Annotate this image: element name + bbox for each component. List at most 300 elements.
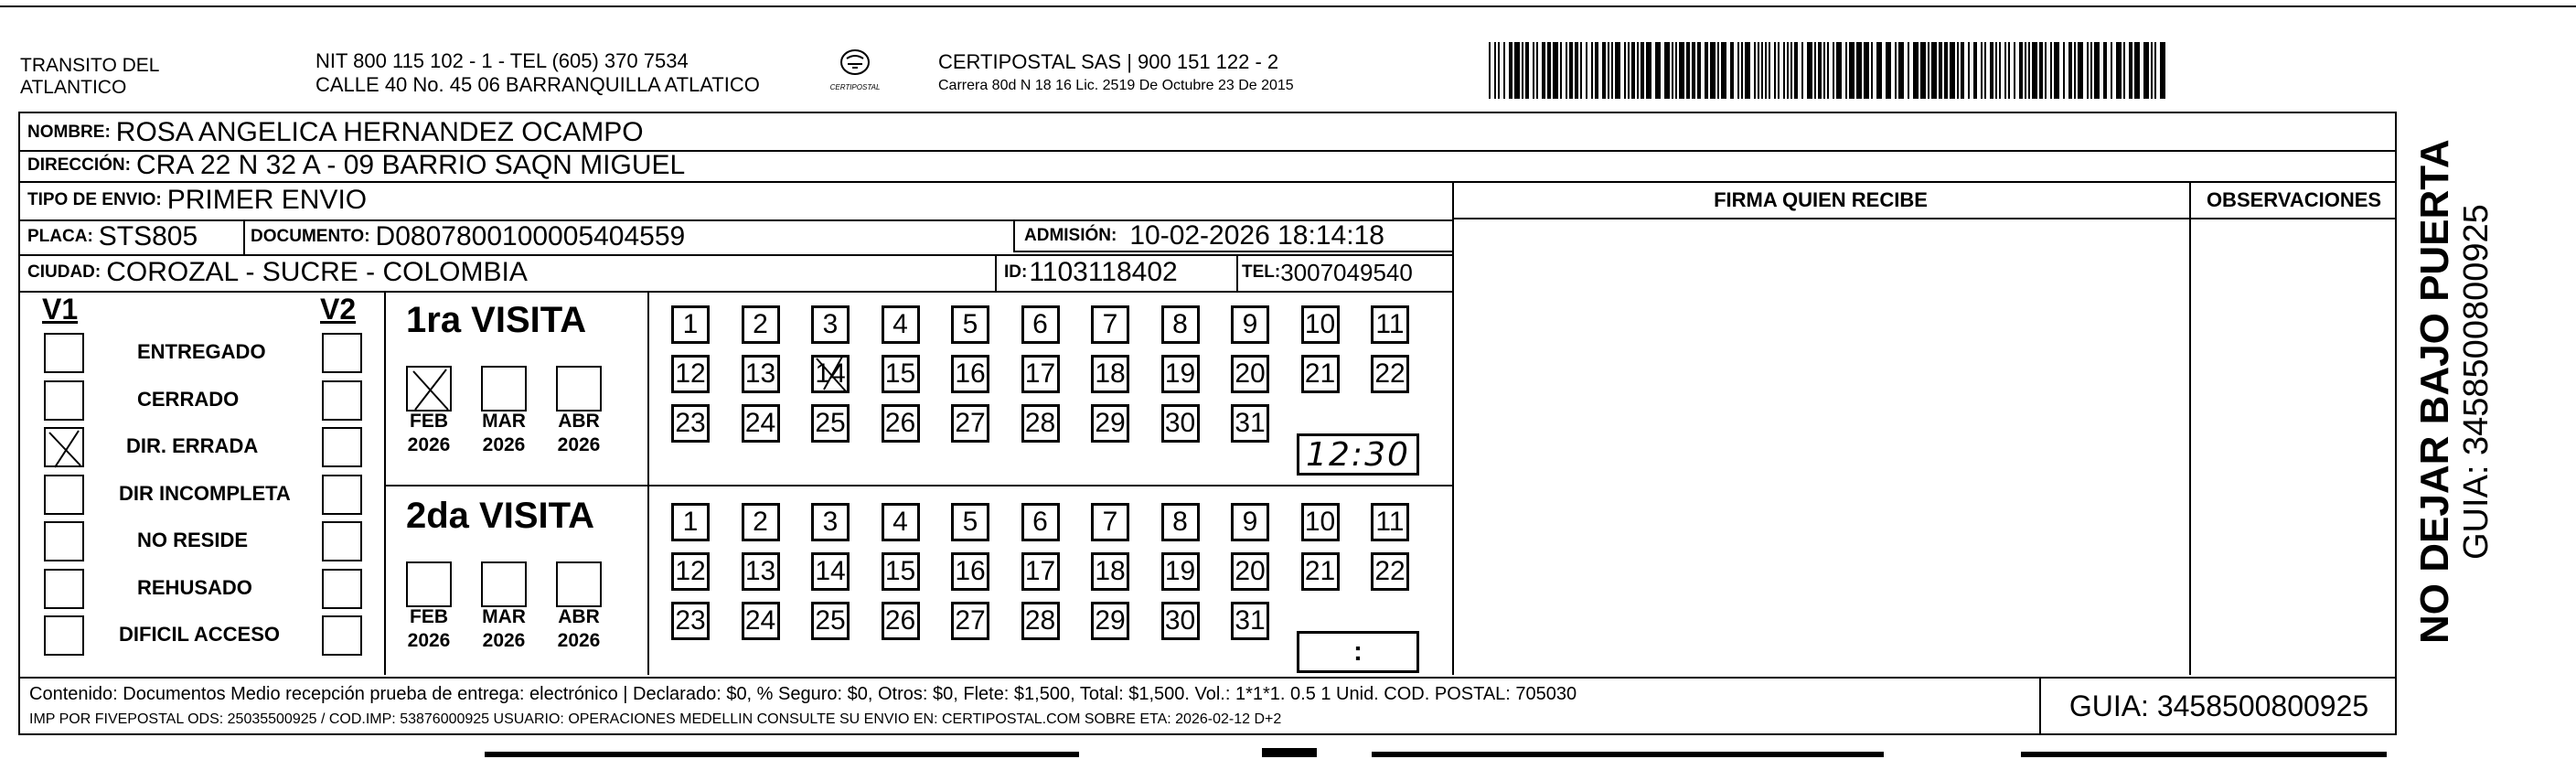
barcode-bar (1646, 42, 1651, 99)
day-box[interactable] (1231, 552, 1269, 591)
barcode-bar (1730, 42, 1734, 99)
barcode-bar (1569, 42, 1573, 99)
day-number: 18 (1095, 556, 1126, 586)
barcode-bar (1745, 42, 1750, 99)
barcode-bar (1641, 42, 1644, 99)
barcode-bar (2078, 42, 2083, 99)
day-number: 12 (675, 358, 706, 389)
month-checkbox[interactable] (481, 366, 527, 412)
x-mark-icon (811, 355, 850, 393)
barcode-bar (1871, 42, 1873, 99)
month-checkbox[interactable] (556, 366, 602, 412)
month-name: ABR (558, 606, 600, 627)
day-box[interactable] (1021, 355, 1060, 393)
day-number: 14 (815, 358, 846, 389)
v1-checkbox[interactable] (44, 521, 84, 561)
nombre-label: NOMBRE: (27, 123, 111, 142)
direccion-value: CRA 22 N 32 A - 09 BARRIO SAQN MIGUEL (135, 150, 686, 180)
barcode-bar (1845, 42, 1847, 99)
barcode-bar (1939, 42, 1942, 99)
barcode-bar (1580, 42, 1582, 99)
barcode-bar (1984, 42, 1986, 99)
day-number: 1 (682, 309, 699, 339)
tel-value: 3007049540 (1280, 258, 1413, 286)
reason-label: DIR INCOMPLETA (119, 481, 291, 505)
barcode-bar (2068, 42, 2072, 99)
barcode-bar (1807, 42, 1812, 99)
barcode-bar (1818, 42, 1822, 99)
barcode-bar (1721, 42, 1726, 99)
month-name: MAR (482, 411, 526, 432)
day-number: 18 (1095, 358, 1126, 389)
direccion-label: DIRECCIÓN: (27, 155, 131, 175)
day-number: 4 (893, 309, 908, 339)
tipo-row (22, 183, 367, 218)
day-box[interactable] (882, 552, 920, 591)
day-number: 11 (1375, 507, 1405, 537)
day-box[interactable] (951, 602, 989, 640)
day-box[interactable] (671, 355, 710, 393)
day-box[interactable] (671, 305, 710, 344)
day-box[interactable] (811, 355, 850, 393)
day-number: 22 (1374, 556, 1406, 586)
barcode-bar (1509, 42, 1512, 99)
barcode-bar (1833, 42, 1834, 99)
day-box[interactable] (811, 552, 850, 591)
day-number: 12 (675, 556, 706, 586)
tel-cell (1240, 256, 1413, 289)
v2-checkbox[interactable] (322, 333, 362, 373)
day-box[interactable] (742, 503, 780, 541)
day-box[interactable] (671, 404, 710, 443)
day-box[interactable] (951, 305, 989, 344)
day-number: 7 (1102, 309, 1118, 339)
barcode-bar (1836, 42, 1842, 99)
day-number: 19 (1164, 358, 1196, 389)
day-box[interactable] (671, 602, 710, 640)
month-checkbox[interactable] (556, 561, 602, 607)
month-year: 2026 (482, 630, 526, 651)
day-box[interactable] (742, 552, 780, 591)
barcode-bar (1514, 42, 1520, 99)
day-number: 23 (675, 408, 706, 438)
x-mark-icon (408, 368, 454, 413)
documento-cell (245, 221, 685, 252)
day-box[interactable] (1021, 305, 1060, 344)
barcode-bar (2123, 42, 2125, 99)
barcode-bar (2103, 42, 2107, 99)
day-number: 21 (1304, 358, 1336, 389)
barcode-bar (1944, 42, 1948, 99)
barcode-bar (1710, 42, 1716, 99)
side-guia: GUIA: 3458500800925 (2457, 204, 2496, 560)
day-number: 27 (955, 605, 986, 636)
day-number: 2 (753, 507, 768, 537)
day-box[interactable] (951, 404, 989, 443)
guia-value: GUIA: 3458500800925 (2068, 689, 2369, 722)
direccion-row (22, 150, 685, 181)
cell-divider (995, 254, 997, 291)
documento-label: DOCUMENTO: (251, 227, 370, 246)
day-box[interactable] (951, 355, 989, 393)
day-number: 13 (744, 358, 776, 389)
placa-label: PLACA: (27, 227, 93, 246)
day-number: 8 (1172, 507, 1188, 537)
sender-name (20, 55, 159, 99)
day-number: 30 (1164, 605, 1196, 636)
day-box[interactable] (951, 503, 989, 541)
barcode-bar (1814, 42, 1816, 99)
day-number: 31 (1235, 605, 1266, 636)
day-box[interactable] (1301, 552, 1340, 591)
day-number: 30 (1164, 408, 1196, 438)
day-number: 6 (1032, 507, 1048, 537)
day-box[interactable] (742, 355, 780, 393)
sender-line-2: ATLANTICO (20, 77, 127, 98)
logo-text: CERTIPOSTAL (829, 83, 881, 91)
day-box[interactable] (1091, 503, 1129, 541)
day-box[interactable] (1161, 602, 1200, 640)
barcode-bar (1542, 42, 1545, 99)
barcode-bar (1611, 42, 1613, 99)
visit1-title: 1ra VISITA (406, 300, 587, 340)
logo-icon (837, 48, 873, 79)
day-box[interactable] (1161, 503, 1200, 541)
v1-checkbox[interactable] (44, 615, 84, 656)
day-box[interactable] (811, 404, 850, 443)
day-number: 13 (744, 556, 776, 586)
day-box[interactable] (742, 404, 780, 443)
month-year: 2026 (407, 434, 451, 455)
cut-mark (485, 752, 1079, 757)
barcode-bar (1999, 42, 2001, 99)
x-mark-icon (46, 429, 86, 469)
day-box[interactable] (1091, 602, 1129, 640)
barcode-bar (2045, 42, 2047, 99)
day-box[interactable] (671, 503, 710, 541)
month-label (476, 410, 531, 457)
day-number: 16 (955, 556, 986, 586)
visit2-time-box[interactable] (1297, 631, 1419, 673)
day-number: 9 (1242, 507, 1258, 537)
observaciones-header: OBSERVACIONES (2206, 188, 2382, 211)
address-line: CALLE 40 No. 45 06 BARRANQUILLA ATLATICO (315, 73, 760, 96)
v2-checkbox[interactable] (322, 615, 362, 656)
barcode-bar (1494, 42, 1496, 99)
day-number: 28 (1024, 605, 1056, 636)
day-box[interactable] (1021, 552, 1060, 591)
barcode-bar (1981, 42, 1983, 99)
day-number: 8 (1172, 309, 1188, 339)
admision-label: ADMISIÓN: (1024, 226, 1117, 245)
day-box[interactable] (1091, 552, 1129, 591)
barcode-bar (1697, 42, 1701, 99)
placa-cell (22, 221, 198, 252)
cut-mark (1372, 752, 1884, 757)
barcode-bar (1931, 42, 1937, 99)
barcode-bar (1628, 42, 1630, 99)
month-year: 2026 (557, 434, 601, 455)
month-year: 2026 (557, 630, 601, 651)
day-box[interactable] (882, 355, 920, 393)
v1-checkbox[interactable] (44, 427, 84, 467)
day-number: 9 (1242, 309, 1258, 339)
day-box[interactable] (671, 552, 710, 591)
barcode-bar (2008, 42, 2010, 99)
month-label (551, 410, 606, 457)
barcode-bar (2154, 42, 2156, 99)
day-number: 4 (893, 507, 908, 537)
barcode-bar (1769, 42, 1770, 99)
barcode-bar (1705, 42, 1708, 99)
day-number: 26 (884, 408, 916, 438)
barcode-bar (1913, 42, 1919, 99)
visits-split-line (384, 485, 1452, 486)
month-checkbox[interactable] (406, 561, 452, 607)
day-box[interactable] (951, 552, 989, 591)
firma-area[interactable] (1454, 219, 2189, 675)
row-line (18, 181, 2397, 183)
day-box[interactable] (882, 305, 920, 344)
barcode-bar (1655, 42, 1661, 99)
barcode-bar (1553, 42, 1558, 99)
day-number: 3 (822, 507, 839, 537)
day-number: 20 (1235, 358, 1266, 389)
barcode-bar (1973, 42, 1977, 99)
barcode-bar (1566, 42, 1567, 99)
id-cell (999, 256, 1178, 289)
observaciones-area[interactable] (2191, 219, 2397, 675)
day-box[interactable] (1231, 355, 1269, 393)
v1-label: V1 (42, 293, 79, 326)
barcode-bar (1856, 42, 1862, 99)
reason-label: CERRADO (137, 387, 240, 411)
barcode-bar (1717, 42, 1719, 99)
v2-checkbox[interactable] (322, 569, 362, 609)
day-box[interactable] (1301, 503, 1340, 541)
day-box[interactable] (882, 503, 920, 541)
day-number: 6 (1032, 309, 1048, 339)
day-number: 10 (1304, 309, 1336, 339)
id-value: 1103118402 (1029, 257, 1178, 287)
day-number: 5 (962, 309, 978, 339)
barcode-bar (2025, 42, 2026, 99)
tipo-value: PRIMER ENVIO (166, 185, 368, 215)
top-border (0, 5, 2576, 7)
v1-checkbox[interactable] (44, 475, 84, 515)
barcode-bar (1790, 42, 1792, 99)
visit1-time-box[interactable] (1297, 433, 1419, 476)
reason-label: REHUSADO (137, 575, 252, 599)
day-box[interactable] (1301, 305, 1340, 344)
barcode-bar (1675, 42, 1677, 99)
day-box[interactable] (1161, 355, 1200, 393)
barcode-bar (1898, 42, 1904, 99)
barcode-bar (1679, 42, 1684, 99)
reason-label: DIR. ERRADA (126, 434, 259, 457)
license-line: Carrera 80d N 18 16 Lic. 2519 De Octubre 23 De 2015 (938, 78, 1294, 93)
carrier-details (938, 51, 1294, 95)
barcode-bar (2134, 42, 2140, 99)
month-label (476, 605, 531, 653)
day-number: 15 (884, 358, 916, 389)
tel-label: TEL: (1242, 262, 1281, 282)
day-box[interactable] (1371, 552, 1409, 591)
v2-checkbox[interactable] (322, 380, 362, 421)
month-year: 2026 (407, 630, 451, 651)
day-number: 17 (1024, 556, 1056, 586)
reason-label: ENTREGADO (137, 340, 266, 363)
barcode-bar (1761, 42, 1763, 99)
barcode-bar (1783, 42, 1785, 99)
day-number: 25 (815, 605, 846, 636)
placa-value: STS805 (98, 221, 198, 251)
day-box[interactable] (1161, 305, 1200, 344)
v1-checkbox[interactable] (44, 380, 84, 421)
day-box[interactable] (811, 503, 850, 541)
v2-checkbox[interactable] (322, 521, 362, 561)
barcode-bar (1624, 42, 1626, 99)
barcode-bar (1586, 42, 1587, 99)
barcode-bar (1968, 42, 1970, 99)
day-number: 22 (1374, 358, 1406, 389)
month-label (401, 605, 456, 653)
row-line (18, 291, 1452, 293)
barcode (1489, 42, 2165, 99)
barcode-bar (1995, 42, 1997, 99)
month-checkbox[interactable] (406, 366, 452, 412)
day-box[interactable] (1301, 355, 1340, 393)
barcode-bar (1489, 42, 1491, 99)
nombre-row (22, 115, 644, 150)
day-box[interactable] (1021, 404, 1060, 443)
barcode-bar (2129, 42, 2132, 99)
barcode-bar (2090, 42, 2092, 99)
day-box[interactable] (1371, 503, 1409, 541)
barcode-bar (1575, 42, 1578, 99)
barcode-bar (1864, 42, 1869, 99)
barcode-bar (1778, 42, 1780, 99)
month-name: FEB (410, 411, 448, 432)
day-number: 3 (822, 309, 839, 339)
barcode-bar (1631, 42, 1635, 99)
firma-header: FIRMA QUIEN RECIBE (1714, 188, 1928, 211)
reason-label: DIFICIL ACCESO (119, 623, 281, 646)
barcode-bar (1886, 42, 1891, 99)
day-box[interactable] (882, 404, 920, 443)
day-box[interactable] (1021, 602, 1060, 640)
visits-month-divider (647, 291, 649, 675)
day-number: 24 (744, 605, 776, 636)
cell-divider (1236, 254, 1238, 291)
contenido-text: Contenido: Documentos Medio recepción prueba de entrega: electrónico | Declarado: $0, % Seguro: $0, Otros: $0, Flete: $1,500, Total: $1,500. Vol.: 1*1*1. 0.5 1 Unid. COD. POSTAL: 705030 (29, 684, 1577, 704)
barcode-bar (1801, 42, 1803, 99)
barcode-bar (2004, 42, 2006, 99)
day-number: 10 (1304, 507, 1336, 537)
documento-value: D0807800100005404559 (375, 221, 686, 251)
day-box[interactable] (882, 602, 920, 640)
day-box[interactable] (1091, 355, 1129, 393)
day-box[interactable] (1021, 503, 1060, 541)
month-name: MAR (482, 606, 526, 627)
barcode-bar (2087, 42, 2089, 99)
barcode-bar (1741, 42, 1743, 99)
day-box[interactable] (742, 305, 780, 344)
nombre-value: ROSA ANGELICA HERNANDEZ OCAMPO (115, 117, 644, 147)
day-box[interactable] (1091, 305, 1129, 344)
day-box[interactable] (1371, 305, 1409, 344)
nit-line: NIT 800 115 102 - 1 - TEL (605) 370 7534 (315, 49, 689, 72)
barcode-bar (1536, 42, 1538, 99)
barcode-bar (1522, 42, 1523, 99)
guia-box (2039, 677, 2397, 735)
day-number: 21 (1304, 556, 1336, 586)
day-box[interactable] (1231, 305, 1269, 344)
barcode-bar (2074, 42, 2076, 99)
ciudad-value: COROZAL - SUCRE - COLOMBIA (106, 257, 528, 287)
barcode-bar (1920, 42, 1926, 99)
barcode-bar (2151, 42, 2153, 99)
barcode-bar (1602, 42, 1606, 99)
day-number: 19 (1164, 556, 1196, 586)
day-box[interactable] (811, 305, 850, 344)
v1-checkbox[interactable] (44, 569, 84, 609)
day-number: 23 (675, 605, 706, 636)
cut-mark (1262, 748, 1317, 757)
visit1-time: 12:30 (1306, 435, 1410, 474)
day-box[interactable] (1161, 552, 1200, 591)
barcode-bar (1503, 42, 1505, 99)
barcode-bar (1765, 42, 1767, 99)
day-number: 24 (744, 408, 776, 438)
admision-value: 10-02-2026 18:14:18 (1129, 220, 1384, 251)
day-box[interactable] (1161, 404, 1200, 443)
day-box[interactable] (1231, 404, 1269, 443)
ciudad-cell (22, 256, 528, 289)
day-number: 27 (955, 408, 986, 438)
day-number: 26 (884, 605, 916, 636)
day-box[interactable] (1371, 355, 1409, 393)
month-name: FEB (410, 606, 448, 627)
day-box[interactable] (1231, 602, 1269, 640)
day-box[interactable] (1091, 404, 1129, 443)
day-box[interactable] (1231, 503, 1269, 541)
v2-checkbox[interactable] (322, 475, 362, 515)
barcode-bar (1692, 42, 1695, 99)
day-number: 16 (955, 358, 986, 389)
barcode-bar (2054, 42, 2059, 99)
barcode-bar (1823, 42, 1825, 99)
barcode-bar (1928, 42, 1929, 99)
v1-checkbox[interactable] (44, 333, 84, 373)
barcode-bar (2019, 42, 2023, 99)
barcode-bar (1957, 42, 1959, 99)
barcode-bar (1758, 42, 1759, 99)
v2-label: V2 (320, 293, 357, 326)
day-box[interactable] (811, 602, 850, 640)
month-label (401, 410, 456, 457)
barcode-bar (2028, 42, 2030, 99)
barcode-bar (1827, 42, 1829, 99)
visits-divider (384, 291, 386, 675)
barcode-bar (1895, 42, 1897, 99)
month-checkbox[interactable] (481, 561, 527, 607)
barcode-bar (1950, 42, 1955, 99)
v2-checkbox[interactable] (322, 427, 362, 467)
day-box[interactable] (742, 602, 780, 640)
barcode-bar (1686, 42, 1690, 99)
barcode-bar (2014, 42, 2015, 99)
